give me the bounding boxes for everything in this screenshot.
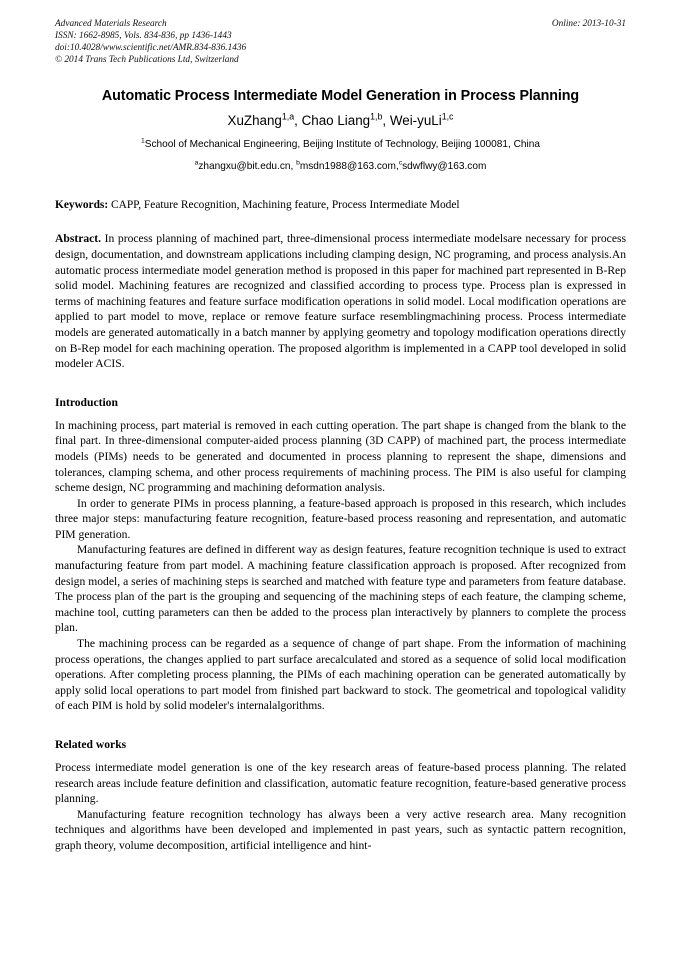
author-name: Wei-yuLi <box>389 113 442 129</box>
abstract <box>55 231 626 371</box>
paragraph: In machining process, part material is removed in each cutting operation. The part shape is changed from the blank to the final part. In three-dimensional computer-aided process planning (3D CAPP) of machined part, the process intermediate models (PIMs) needs to be generated and documented in process planning to represent the shape, dimensions and tolerances, clamping schema, and other process requirements of machining process. The PIM is also useful for clamping scheme design, NC programming and machining deformation analysis. <box>55 418 626 495</box>
keywords-value: CAPP, Feature Recognition, Machining feature, Process Intermediate Model <box>108 199 460 212</box>
author-affil-marker: 1,a <box>281 111 295 122</box>
section-heading-related-works: Related works <box>55 738 127 751</box>
email-marker: c <box>398 160 403 168</box>
paragraph: Manufacturing features are defined in different way as design features, feature recognition technique is used to extract manufacturing feature from part model. A machining feature classification approach is proposed. After recognized from design model, a series of machining steps is searched and matched with feature type and parameters from feature database. The process plan of the part is the grouping and sequencing of the machining steps of each feature, the clamping scheme, machine tool, cutting parameters can then be added to the process plan interactively by planners to complete the process plan. <box>55 543 626 635</box>
paragraph: In order to generate PIMs in process planning, a feature-based approach is proposed in this research, which includes three major steps: manufacturing feature recognition, feature-based process reasoning and representation, and automatic PIM generation. <box>55 496 626 541</box>
email-marker: a <box>194 160 199 168</box>
paragraph: The machining process can be regarded as a sequence of change of part shape. From the information of machining process operations, the changes applied to part surface arecalculated and stored as a sequence of solid local modification operations. After completing process planning, the PIMs of each machining operation can be generated automatically by apply solid local operations to part model from finished part backward to stock. The geometrical and topological validity of each PIM is hold by solid modeler's internalalgorithms. <box>55 637 626 713</box>
paragraph: Process intermediate model generation is one of the key research areas of feature-based process planning. The related research areas include feature definition and classification, automatic feature recognition, feature-based generative process planning. <box>55 761 626 806</box>
keywords-line <box>55 198 626 212</box>
online-date: Online: 2013-10-31 <box>551 19 626 29</box>
affiliation-text: School of Mechanical Engineering, Beijing Institute of Technology, Beijing 100081, China <box>144 139 540 151</box>
author-separator: , <box>294 113 302 129</box>
author-item <box>390 113 454 128</box>
affiliation <box>55 139 626 150</box>
email-address: msdn1988@163.com <box>299 161 396 173</box>
journal-copyright: © 2014 Trans Tech Publications Ltd, Switzerland <box>55 55 239 66</box>
author-affil-marker: 1,b <box>370 111 383 122</box>
email-address: zhangxu@bit.edu.cn <box>198 161 291 173</box>
affiliation-marker: 1 <box>141 138 145 146</box>
journal-issn: ISSN: 1662-8985, Vols. 834-836, pp 1436-1443 <box>55 31 232 42</box>
email-separator: , <box>290 161 297 173</box>
abstract-text: In process planning of machined part, three-dimensional process intermediate modelsare necessary for process design, documentation, and downstream applications including clamping design, NC programing, and process analysis.An automatic process intermediate model generation method is proposed in this paper for machined part represented in B-Rep solid model. Machining features are recognized and classified according to process type. Process plan is expressed in terms of machining features and feature surface modification operations in solid model. Local modification operations are applied to part model to move, replace or remove feature surface resemblingmachining process. Process intermediate models are generated automatically in a batch manner by applying geometry and topology modification operations directly on B-Rep model for each machining operation. The proposed algorithm is implemented in a CAPP tool developed in solid modeler ACIS. <box>55 232 626 371</box>
journal-header <box>55 18 626 66</box>
author-item <box>228 113 295 128</box>
keywords-label: Keywords: <box>55 199 109 212</box>
email-address: sdwflwy@163.com <box>402 161 487 173</box>
section-heading-introduction: Introduction <box>55 395 118 409</box>
email-list <box>55 161 626 172</box>
abstract-label: Abstract. <box>55 232 102 246</box>
journal-name: Advanced Materials Research <box>55 19 167 29</box>
author-affil-marker: 1,c <box>441 111 454 122</box>
author-separator: , <box>382 113 390 129</box>
author-name: XuZhang <box>227 113 282 129</box>
author-item <box>302 113 383 128</box>
email-marker: b <box>296 160 300 168</box>
journal-doi: doi:10.4028/www.scientific.net/AMR.834-836.1436 <box>55 43 247 54</box>
page-title: Automatic Process Intermediate Model Generation in Process Planning <box>101 88 580 105</box>
email-separator: , <box>395 161 399 173</box>
paragraph: Manufacturing feature recognition technology has always been a very active research area. Many recognition techniques and algorithms have been developed and implemented in past years, such as syntactic pattern recognition, graph theory, volume decomposition, artificial intelligence and hint- <box>55 807 626 852</box>
author-name: Chao Liang <box>301 113 371 129</box>
author-list <box>55 113 626 128</box>
